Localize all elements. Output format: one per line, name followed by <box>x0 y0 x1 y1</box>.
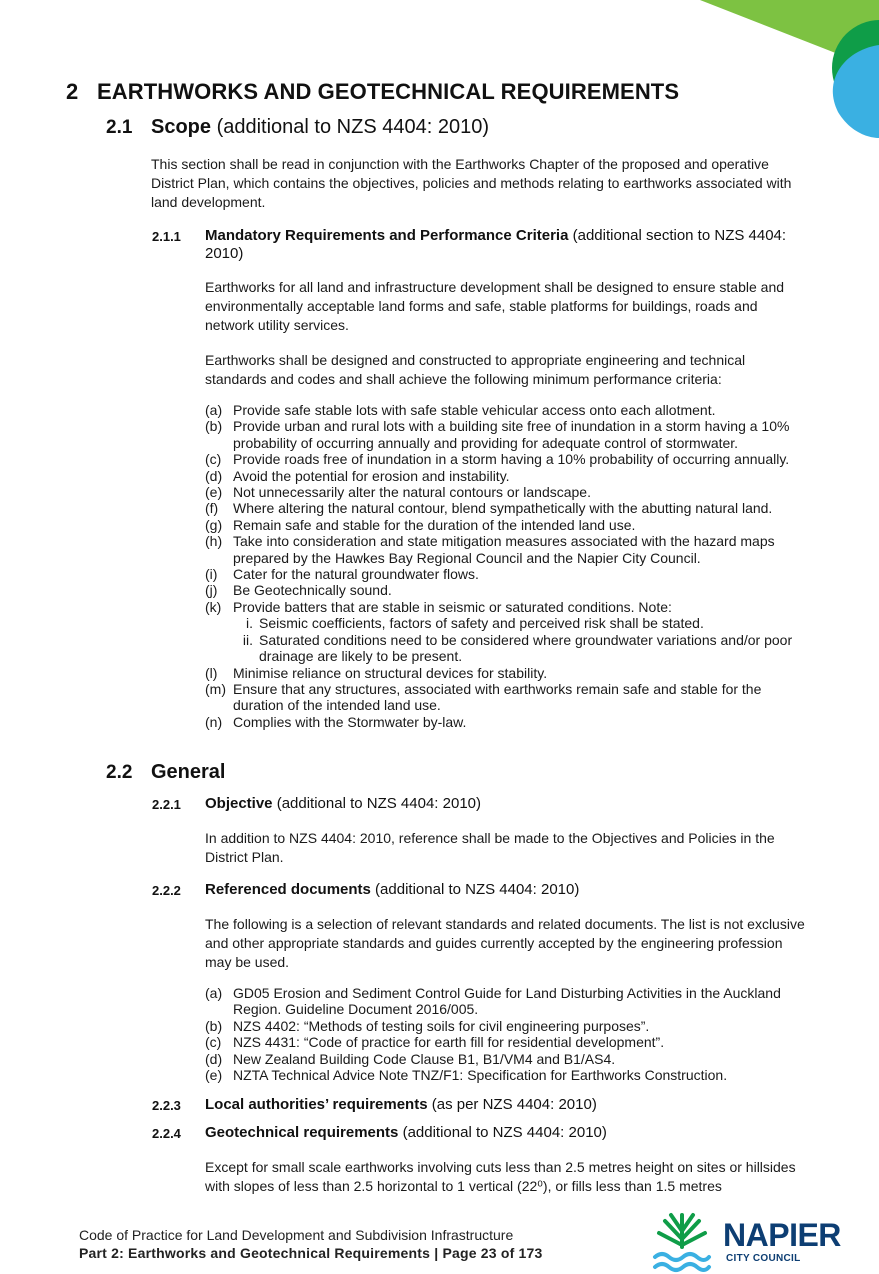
heading-2-2-3 <box>152 1096 792 1114</box>
list-text: Where altering the natural contour, blend sympathetically with the abutting natural land. <box>233 500 773 517</box>
heading-title: Geotechnical requirements <box>205 1124 399 1141</box>
geotechnical-paragraph: Except for small scale earthworks involving cuts less than 2.5 metres height on sites or hillsides with slopes of less than 2.5 horizontal to 1 vertical (22⁰), or fills less than 1.5 metres <box>205 1159 796 1194</box>
heading-suffix: (additional to NZS 4404: 2010) <box>370 881 580 898</box>
list-marker: (d) <box>205 467 223 484</box>
list-item <box>205 500 805 516</box>
list-marker: (b) <box>205 418 223 435</box>
heading-title: Scope <box>151 116 212 138</box>
heading-2-2 <box>106 761 225 784</box>
list-text: Avoid the potential for erosion and instability. <box>233 467 510 484</box>
list-item <box>205 1067 805 1083</box>
list-item <box>205 1051 805 1067</box>
list-text: Provide safe stable lots with safe stable vehicular access onto each allotment. <box>233 402 716 418</box>
list-marker: (k) <box>205 598 222 615</box>
list-marker: (j) <box>205 582 218 599</box>
performance-criteria-list <box>205 402 805 730</box>
list-marker: (f) <box>205 500 219 517</box>
criteria-k-notes <box>233 615 805 664</box>
list-marker: (c) <box>205 451 222 468</box>
list-item <box>205 1018 805 1034</box>
list-text: Minimise reliance on structural devices for stability. <box>233 664 548 681</box>
heading-number: 2.2.1 <box>152 797 181 812</box>
heading-number: 2.2.3 <box>152 1098 181 1113</box>
list-text: Not unnecessarily alter the natural contours or landscape. <box>233 484 591 501</box>
list-text: New Zealand Building Code Clause B1, B1/VM4 and B1/AS4. <box>233 1050 616 1067</box>
list-item <box>205 714 805 730</box>
list-text: Be Geotechnically sound. <box>233 582 392 599</box>
heading-suffix: (additional to NZS 4404: 2010) <box>398 1124 607 1141</box>
list-marker: (a) <box>205 402 223 418</box>
heading-title: Referenced documents <box>205 881 371 898</box>
list-item <box>205 533 805 566</box>
list-item <box>205 468 805 484</box>
napier-city-council-logo <box>651 1209 851 1274</box>
list-text: NZS 4402: “Methods of testing soils for civil engineering purposes”. <box>233 1017 650 1034</box>
list-marker: i. <box>246 615 253 632</box>
heading-number: 2.1.1 <box>152 229 181 244</box>
list-marker: (a) <box>205 985 223 1001</box>
list-item <box>205 582 805 598</box>
list-item <box>205 566 805 582</box>
heading-suffix: (as per NZS 4404: 2010) <box>427 1096 597 1113</box>
heading-title: Local authorities’ requirements <box>205 1096 428 1113</box>
list-item <box>205 985 805 1018</box>
list-text: Seismic coefficients, factors of safety and perceived risk shall be stated. <box>259 615 704 632</box>
list-marker: (m) <box>205 680 226 697</box>
list-item <box>205 665 805 681</box>
list-marker: (e) <box>205 484 223 501</box>
list-text: Saturated conditions need to be considered where groundwater variations and/or poor drainage are likely to be present. <box>259 631 793 665</box>
list-text: Ensure that any structures, associated with earthworks remain safe and stable for the duration of the intended land use. <box>233 680 762 714</box>
objective-paragraph: In addition to NZS 4404: 2010, reference shall be made to the Objectives and Policies in the District Plan. <box>205 830 775 865</box>
napier-tree-wave-icon <box>651 1209 713 1274</box>
section-2-heading <box>66 79 679 105</box>
heading-title: Mandatory Requirements and Performance Criteria <box>205 227 569 244</box>
referenced-documents-paragraph: The following is a selection of relevant standards and related documents. The list is not exclusive and other appropriate standards and guides currently accepted by the engineering profession may be used. <box>205 916 805 970</box>
page-footer <box>79 1226 543 1262</box>
list-text: Cater for the natural groundwater flows. <box>233 566 479 583</box>
list-item <box>233 615 805 631</box>
section-title: EARTHWORKS AND GEOTECHNICAL REQUIREMENTS <box>97 79 680 104</box>
list-item <box>205 451 805 467</box>
list-item <box>205 599 805 665</box>
list-text: NZS 4431: “Code of practice for earth fill for residential development”. <box>233 1034 665 1051</box>
list-text: Provide roads free of inundation in a storm having a 10% probability of occurring annually. <box>233 451 790 468</box>
heading-2-2-4 <box>152 1124 792 1142</box>
footer-part-page: Part 2: Earthworks and Geotechnical Requirements | Page 23 of 173 <box>79 1245 543 1261</box>
heading-number: 2.2 <box>106 762 133 783</box>
earthworks-paragraph-1: Earthworks for all land and infrastructure development shall be designed to ensure stable and environmentally acceptable land forms and safe, stable platforms for buildings, roads and network utility services. <box>205 279 785 333</box>
list-item <box>205 681 805 714</box>
heading-number: 2.1 <box>106 117 133 138</box>
list-marker: (c) <box>205 1034 222 1051</box>
earthworks-paragraph-2: Earthworks shall be designed and constructed to appropriate engineering and technical standards and codes and shall achieve the following minimum performance criteria: <box>205 352 746 387</box>
list-marker: (b) <box>205 1017 223 1034</box>
list-marker: (e) <box>205 1067 223 1084</box>
heading-number: 2.2.2 <box>152 883 181 898</box>
list-item <box>205 484 805 500</box>
heading-2-2-1 <box>152 795 792 813</box>
list-item <box>205 517 805 533</box>
list-marker: ii. <box>242 631 253 648</box>
list-marker: (g) <box>205 516 223 533</box>
list-text: GD05 Erosion and Sediment Control Guide for Land Disturbing Activities in the Auckland Region. Guideline Document 2016/005. <box>233 985 781 1018</box>
list-text: Remain safe and stable for the duration of the intended land use. <box>233 516 636 533</box>
logo-wordmark: NAPIER <box>723 1217 841 1253</box>
heading-suffix: (additional to NZS 4404: 2010) <box>211 116 489 138</box>
list-item <box>205 402 805 418</box>
list-text: NZTA Technical Advice Note TNZ/F1: Specification for Earthworks Construction. <box>233 1067 728 1084</box>
list-item <box>205 418 805 451</box>
list-text: Complies with the Stormwater by-law. <box>233 713 467 730</box>
list-marker: (l) <box>205 664 218 681</box>
list-marker: (d) <box>205 1050 223 1067</box>
list-marker: (i) <box>205 566 218 583</box>
scope-paragraph: This section shall be read in conjunction with the Earthworks Chapter of the proposed and operative District Plan, which contains the objectives, policies and methods relating to earthworks associated with land development. <box>151 156 792 210</box>
list-text: Provide urban and rural lots with a building site free of inundation in a storm having a 10% probability of occurring annually and providing for adequate control of stormwater. <box>233 418 790 451</box>
heading-number: 2.2.4 <box>152 1126 181 1141</box>
heading-2-1-1 <box>152 227 792 263</box>
list-item <box>233 632 805 665</box>
heading-suffix: (additional to NZS 4404: 2010) <box>272 795 481 812</box>
heading-suffix: (additional section to NZS 4404: 2010) <box>205 227 787 262</box>
footer-document-title: Code of Practice for Land Development and Subdivision Infrastructure <box>79 1227 514 1243</box>
heading-title: Objective <box>205 795 273 812</box>
logo-subtitle: CITY COUNCIL <box>726 1253 801 1264</box>
list-text: Take into consideration and state mitigation measures associated with the hazard maps prepared by the Hawkes Bay Regional Council and the Napier City Council. <box>233 533 775 566</box>
list-marker: (n) <box>205 713 223 730</box>
referenced-documents-list <box>205 985 805 1083</box>
list-marker: (h) <box>205 533 223 550</box>
heading-2-1 <box>106 116 489 139</box>
heading-2-2-2 <box>152 881 792 899</box>
list-text: Provide batters that are stable in seismic or saturated conditions. Note: <box>233 598 672 615</box>
list-item <box>205 1034 805 1050</box>
heading-title: General <box>151 761 226 783</box>
section-number: 2 <box>66 79 79 104</box>
